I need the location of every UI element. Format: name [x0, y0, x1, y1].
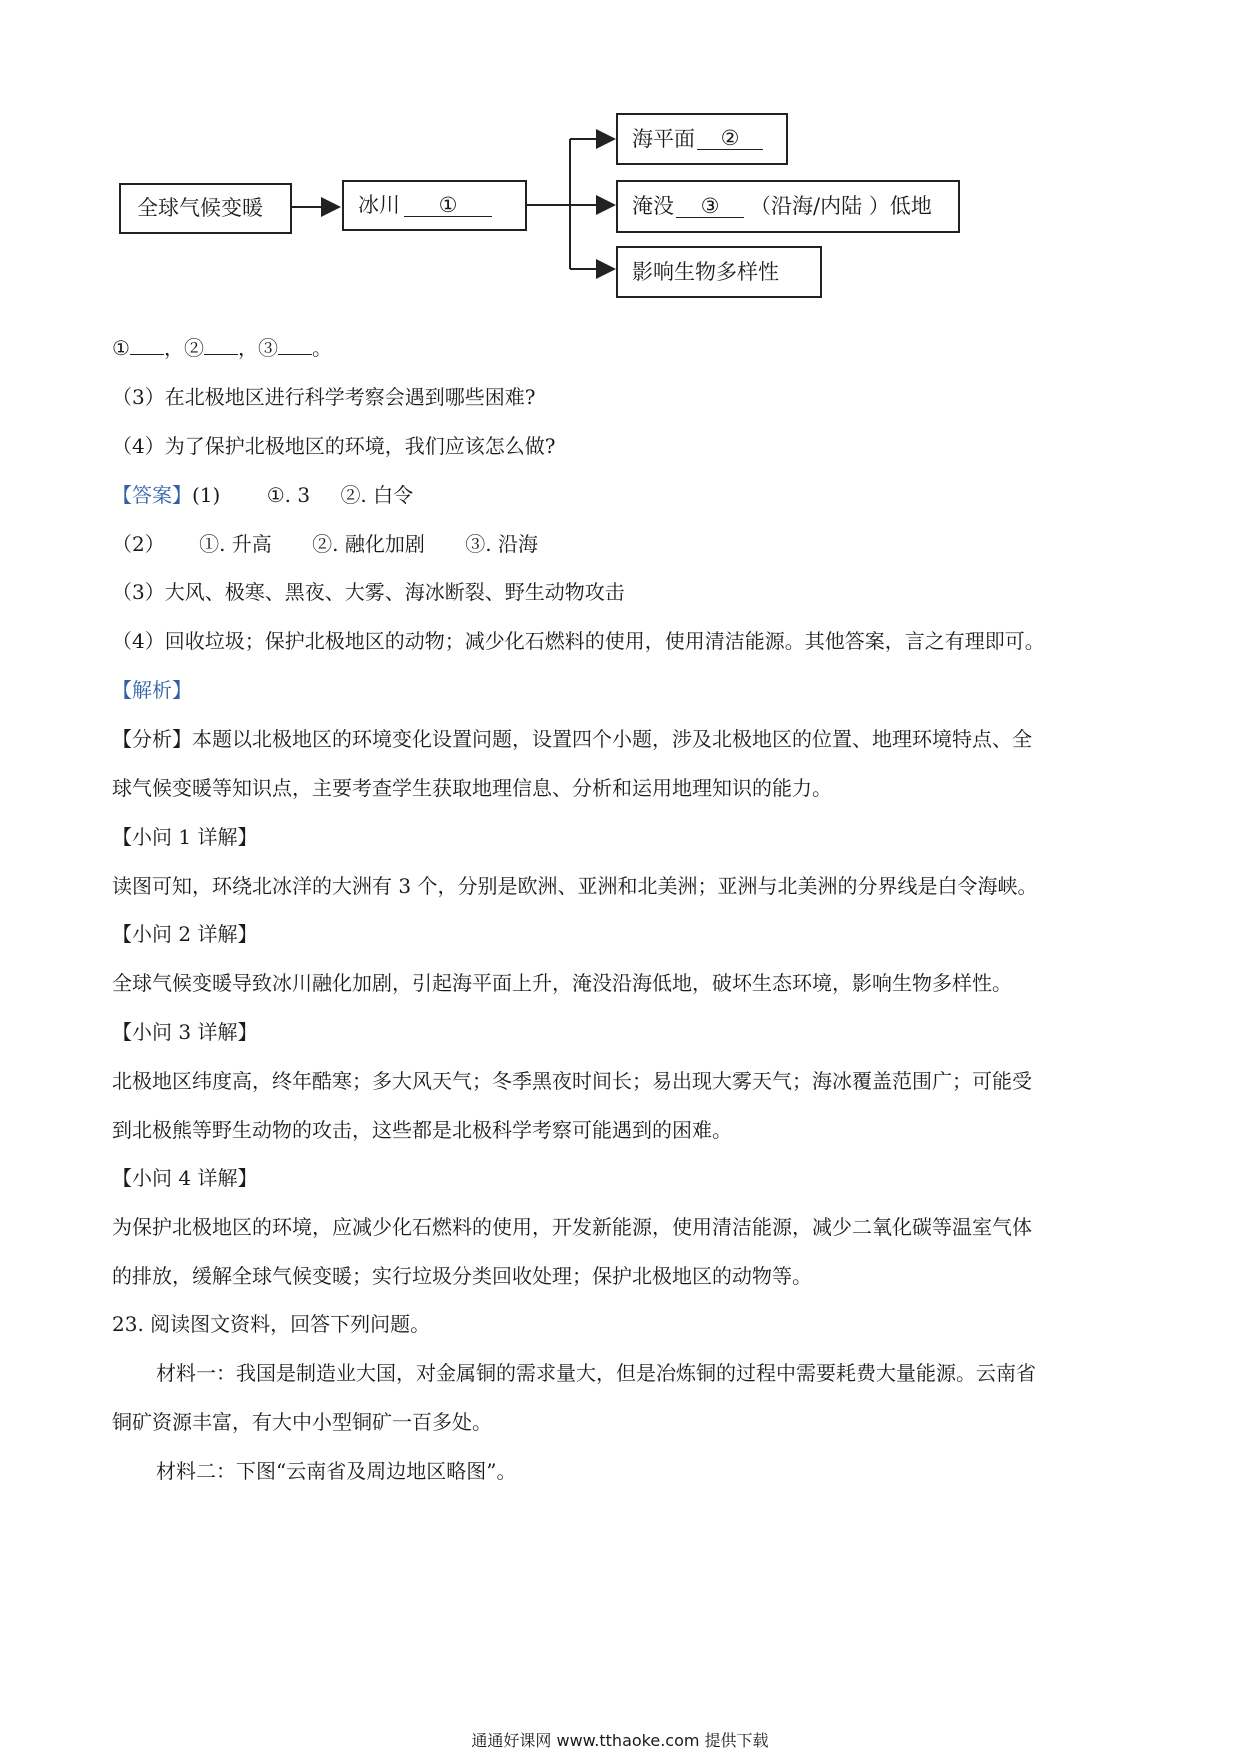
detail-paragraph-1: 读图可知，环绕北冰洋的大洲有 3 个，分别是欧洲、亚洲和北美洲；亚洲与北美洲的分界线是白令海峡。 — [112, 874, 1038, 898]
box-flood — [616, 180, 960, 233]
box-biodiversity-text: 影响生物多样性 — [632, 259, 779, 284]
box-glacier-blank — [404, 192, 492, 217]
detail-heading-1: 【小问 1 详解】 — [112, 825, 258, 849]
answer-4: （4）回收垃圾；保护北极地区的动物；减少化石燃料的使用，使用清洁能源。其他答案，言之有理即可。 — [112, 629, 1045, 653]
answer-1-item-1: ①. 3 — [266, 483, 311, 507]
answer-1 — [112, 481, 413, 509]
fill-sep-1: ， — [163, 336, 184, 360]
box-flood-label: 淹没 — [632, 194, 674, 218]
fill-blank-1 — [130, 354, 164, 355]
box-sea-blank — [697, 128, 763, 150]
fill-sep-2: ， — [237, 336, 258, 360]
answer-2-item-1: ①. 升高 — [199, 532, 272, 556]
detail-paragraph-4-line-2: 的排放，缓解全球气候变暖；实行垃圾分类回收处理；保护北极地区的动物等。 — [112, 1264, 812, 1288]
box-flood-blank — [676, 193, 744, 218]
material-1-line-2: 铜矿资源丰富，有大中小型铜矿一百多处。 — [112, 1410, 492, 1434]
fill-blank-1-label: ① — [112, 336, 130, 360]
box-glacier — [342, 180, 527, 231]
fill-blank-3-label: ③ — [257, 336, 278, 360]
answer-2-item-3: ③. 沿海 — [465, 532, 538, 556]
box-global-warming — [119, 183, 292, 234]
fill-end: 。 — [311, 336, 332, 360]
fill-blank-2-label: ② — [183, 336, 204, 360]
detail-paragraph-4-line-1: 为保护北极地区的环境，应减少化石燃料的使用，开发新能源，使用清洁能源，减少二氧化碳等温室气体 — [112, 1215, 1032, 1239]
blank-1-mark: ① — [438, 192, 458, 217]
box-sea-level — [616, 113, 788, 165]
answer-1-prefix: (1) — [192, 483, 221, 507]
fill-blank-3 — [278, 354, 312, 355]
question-3: （3）在北极地区进行科学考察会遇到哪些困难? — [112, 385, 536, 409]
analysis-intro-line-2: 球气候变暖等知识点，主要考查学生获取地理信息、分析和运用地理知识的能力。 — [112, 776, 832, 800]
detail-paragraph-3-line-1: 北极地区纬度高，终年酷寒；多大风天气；冬季黑夜时间长；易出现大雾天气；海冰覆盖范围广；可能受 — [112, 1069, 1032, 1093]
answer-2-item-2: ②. 融化加剧 — [312, 532, 425, 556]
box-global-warming-text: 全球气候变暖 — [137, 196, 263, 220]
material-2: 材料二：下图“云南省及周边地区略图”。 — [156, 1459, 517, 1483]
flow-diagram — [0, 0, 1240, 320]
detail-heading-3: 【小问 3 详解】 — [112, 1020, 258, 1044]
answer-2 — [112, 530, 538, 558]
question-23-title: 23. 阅读图文资料，回答下列问题。 — [112, 1312, 431, 1336]
footer-source: 通通好课网 www.tthaoke.com 提供下载 — [471, 1731, 769, 1750]
fill-blank-2 — [204, 354, 238, 355]
material-1-line-1: 材料一：我国是制造业大国，对金属铜的需求量大，但是冶炼铜的过程中需要耗费大量能源。云南省 — [156, 1361, 1036, 1385]
detail-paragraph-3-line-2: 到北极熊等野生动物的攻击，这些都是北极科学考察可能遇到的困难。 — [112, 1118, 732, 1142]
answer-3: （3）大风、极寒、黑夜、大雾、海冰断裂、野生动物攻击 — [112, 580, 625, 604]
detail-paragraph-2: 全球气候变暖导致冰川融化加剧，引起海平面上升，淹没沿海低地，破坏生态环境，影响生物多样性。 — [112, 971, 1012, 995]
blank-2-mark: ② — [720, 126, 740, 150]
box-flood-choice: （沿海/内陆 ）低地 — [750, 194, 932, 218]
box-biodiversity — [616, 246, 822, 298]
analysis-intro-line-1: 【分析】本题以北极地区的环境变化设置问题，设置四个小题，涉及北极地区的位置、地理环境特点、全 — [112, 727, 1032, 751]
answer-2-prefix: （2） — [112, 532, 165, 556]
box-glacier-label: 冰川 — [358, 193, 400, 217]
detail-heading-2: 【小问 2 详解】 — [112, 922, 258, 946]
answer-1-item-2: ②. 白令 — [340, 483, 414, 507]
fill-blanks-line — [112, 334, 332, 362]
analysis-tag: 【解析】 — [112, 678, 192, 702]
box-sea-label: 海平面 — [632, 126, 695, 151]
question-4: （4）为了保护北极地区的环境，我们应该怎么做? — [112, 434, 556, 458]
blank-3-mark: ③ — [700, 193, 720, 218]
answer-tag: 【答案】 — [112, 483, 192, 507]
detail-heading-4: 【小问 4 详解】 — [112, 1166, 258, 1190]
